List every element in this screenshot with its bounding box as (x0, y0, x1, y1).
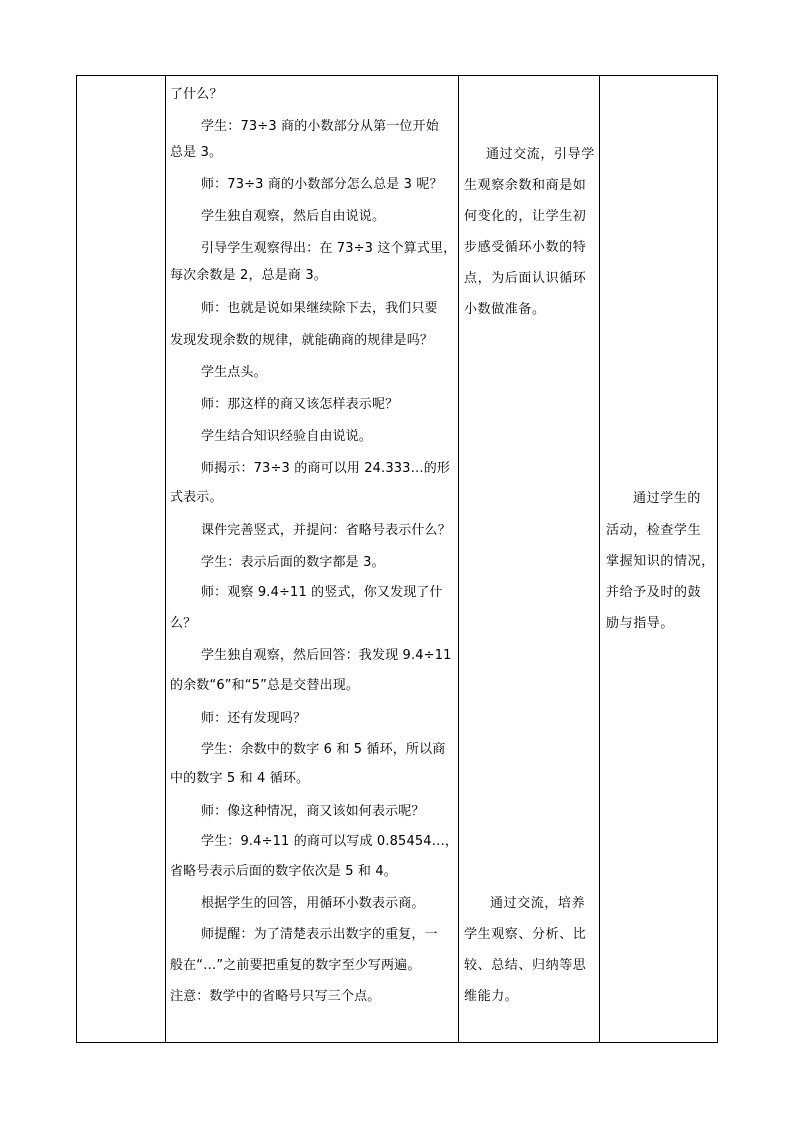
column-divider (458, 75, 459, 1043)
assess-line: 并给予及时的鼓 (606, 585, 702, 600)
process-line: 师揭示：73÷3 的商可以用 24.333…的形 (201, 461, 451, 476)
intent-line: 较、总结、归纳等思 (464, 958, 587, 973)
process-line: 省略号表示后面的数字依次是 5 和 4。 (170, 864, 397, 879)
process-line: 发现发现余数的规律，就能确商的规律是吗？ (170, 333, 434, 348)
assess-line: 通过学生的 (633, 491, 702, 506)
process-line: 每次余数是 2，总是商 3。 (170, 268, 327, 283)
process-line: 中的数字 5 和 4 循环。 (170, 771, 310, 786)
process-line: 师：73÷3 商的小数部分怎么总是 3 呢？ (201, 177, 443, 192)
intent-line: 何变化的，让学生初 (464, 209, 587, 224)
intent-line: 维能力。 (464, 989, 519, 1004)
process-line: 学生结合知识经验自由说说。 (201, 429, 372, 444)
intent-line: 点，为后面认识循环 (464, 271, 587, 286)
process-line: 学生点头。 (201, 365, 267, 380)
intent-line: 步感受循环小数的特 (464, 240, 587, 255)
process-line: 了什么？ (170, 87, 223, 102)
process-line: 学生：余数中的数字 6 和 5 循环，所以商 (201, 742, 446, 757)
process-line: 师：像这种情况，商又该如何表示呢？ (201, 804, 425, 819)
process-line: 学生：73÷3 商的小数部分从第一位开始 (201, 119, 439, 134)
column-divider (165, 75, 166, 1043)
process-line: 么？ (170, 616, 197, 631)
process-line: 师：观察 9.4÷11 的竖式，你又发现了什 (201, 585, 443, 600)
column-divider (599, 75, 600, 1043)
process-line: 师提醒：为了清楚表示出数字的重复，一 (201, 927, 438, 942)
process-line: 师：也就是说如果继续除下去，我们只要 (201, 301, 438, 316)
assess-line: 励与指导。 (606, 616, 675, 631)
process-line: 般在“…”之前要把重复的数字至少写两遍。 (170, 958, 421, 973)
intent-line: 小数做准备。 (464, 302, 546, 317)
intent-line: 通过交流，培养 (490, 896, 586, 911)
process-line: 的余数“6”和“5”总是交替出现。 (170, 678, 360, 693)
process-line: 学生：表示后面的数字都是 3。 (201, 555, 385, 570)
process-line: 师：还有发现吗？ (201, 711, 307, 726)
process-line: 根据学生的回答，用循环小数表示商。 (201, 896, 425, 911)
process-line: 式表示。 (170, 490, 223, 505)
intent-line: 学生观察、分析、比 (464, 927, 587, 942)
process-line: 学生：9.4÷11 的商可以写成 0.85454…， (201, 834, 459, 849)
process-line: 课件完善竖式，并提问：省略号表示什么？ (201, 523, 451, 538)
process-line: 学生独自观察，然后回答：我发现 9.4÷11 (201, 648, 452, 663)
process-line: 注意：数学中的省略号只写三个点。 (170, 989, 381, 1004)
process-line: 学生独自观察，然后自由说说。 (201, 209, 386, 224)
process-line: 总是 3。 (170, 145, 223, 160)
assess-line: 活动，检查学生 (606, 523, 702, 538)
intent-line: 生观察余数和商是如 (464, 178, 587, 193)
process-line: 引导学生观察得出：在 73÷3 这个算式里， (201, 241, 457, 256)
intent-line: 通过交流，引导学 (486, 147, 595, 162)
process-line: 师：那这样的商又该怎样表示呢？ (201, 397, 399, 412)
assess-line: 掌握知识的情况， (606, 554, 715, 569)
